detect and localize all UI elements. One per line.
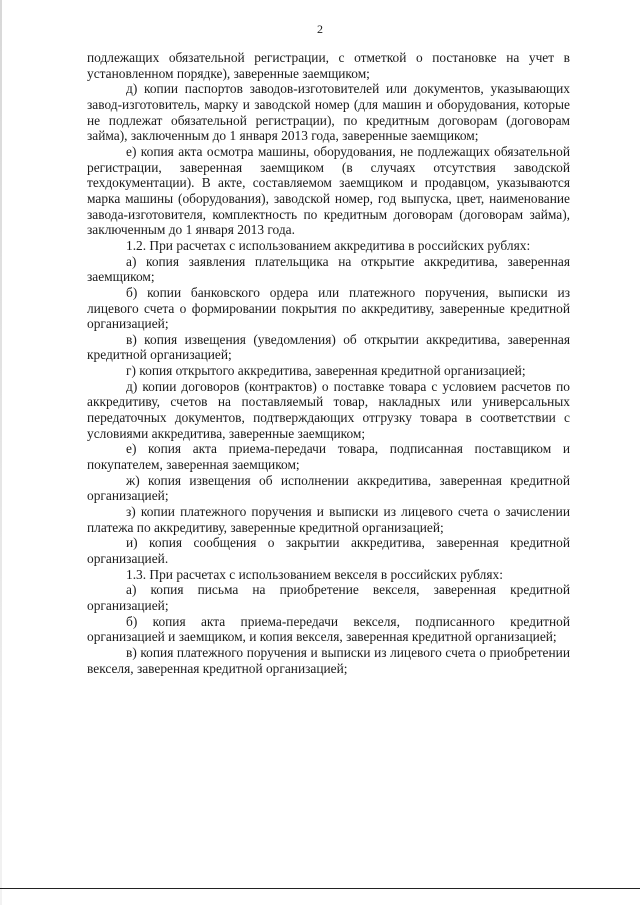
scan-left-edge [0, 0, 2, 905]
paragraph: б) копия акта приема-передачи векселя, подписанного кредитной организацией и заемщиком, и копия векселя, заверенная кредитной организацией; [87, 613, 570, 645]
paragraph: з) копии платежного поручения и выписки из лицевого счета о зачислении платежа по аккредитиву, заверенные кредитной организацией; [87, 504, 570, 535]
paragraph: ж) копия извещения об исполнении аккредитива, заверенная кредитной организацией; [87, 472, 570, 504]
paragraph: е) копия акта приема-передачи товара, подписанная поставщиком и покупателем, заверенная заемщиком; [87, 441, 570, 473]
paragraph: д) копии паспортов заводов-изготовителей или документов, указывающих завод-изготовитель, марку и заводской номер (для машин и оборудования, которые не подлежат обязательной регистрации), по кредитным договорам (договорам займа), заключенным до 1 января 2013 года, заверенные заемщиком; [87, 81, 570, 144]
paragraph: 1.2. При расчетах с использованием аккредитива в российских рублях: [126, 237, 531, 253]
paragraph: и) копия сообщения о закрытии аккредитива, заверенная кредитной организацией. [87, 535, 570, 566]
bottom-rule [0, 888, 640, 889]
paragraph: подлежащих обязательной регистрации, с отметкой о постановке на учет в установленном порядке), заверенные заемщиком; [87, 50, 570, 81]
page-number: 2 [317, 22, 323, 36]
paragraph: д) копии договоров (контрактов) о поставке товара с условием расчетов по аккредитиву, счетов на поставляемый товар, накладных или универсальных передаточных документов, подтверждающих отгрузку товара в соответствии с условиями аккредитива, заверенные заемщиком; [87, 378, 570, 441]
paragraph: а) копия письма на приобретение векселя, заверенная кредитной организацией; [87, 582, 570, 613]
paragraph: г) копия открытого аккредитива, заверенная кредитной организацией; [126, 363, 526, 379]
document-body [87, 50, 570, 676]
paragraph: е) копия акта осмотра машины, оборудования, не подлежащих обязательной регистрации, заверенная заемщиком (в случаях отсутствия заводской техдокументации). В акте, составляемом заемщиком и продавцом, указываются марка машины (оборудования), заводской номер, год выпуска, цвет, наименование завода-изготовителя, комплектность по кредитным договорам (договорам займа), заключенным до 1 января 2013 года. [87, 143, 570, 238]
paragraph: б) копии банковского ордера или платежного поручения, выписки из лицевого счета о формировании покрытия по аккредитиву, заверенные кредитной организацией; [87, 284, 570, 332]
paragraph: а) копия заявления плательщика на открытие аккредитива, заверенная заемщиком; [87, 253, 570, 285]
paragraph: 1.3. При расчетах с использованием векселя в российских рублях: [126, 566, 503, 582]
paragraph: в) копия платежного поручения и выписки из лицевого счета о приобретении векселя, заверенная кредитной организацией; [87, 644, 570, 676]
paragraph: в) копия извещения (уведомления) об открытии аккредитива, заверенная кредитной организацией; [87, 331, 570, 363]
